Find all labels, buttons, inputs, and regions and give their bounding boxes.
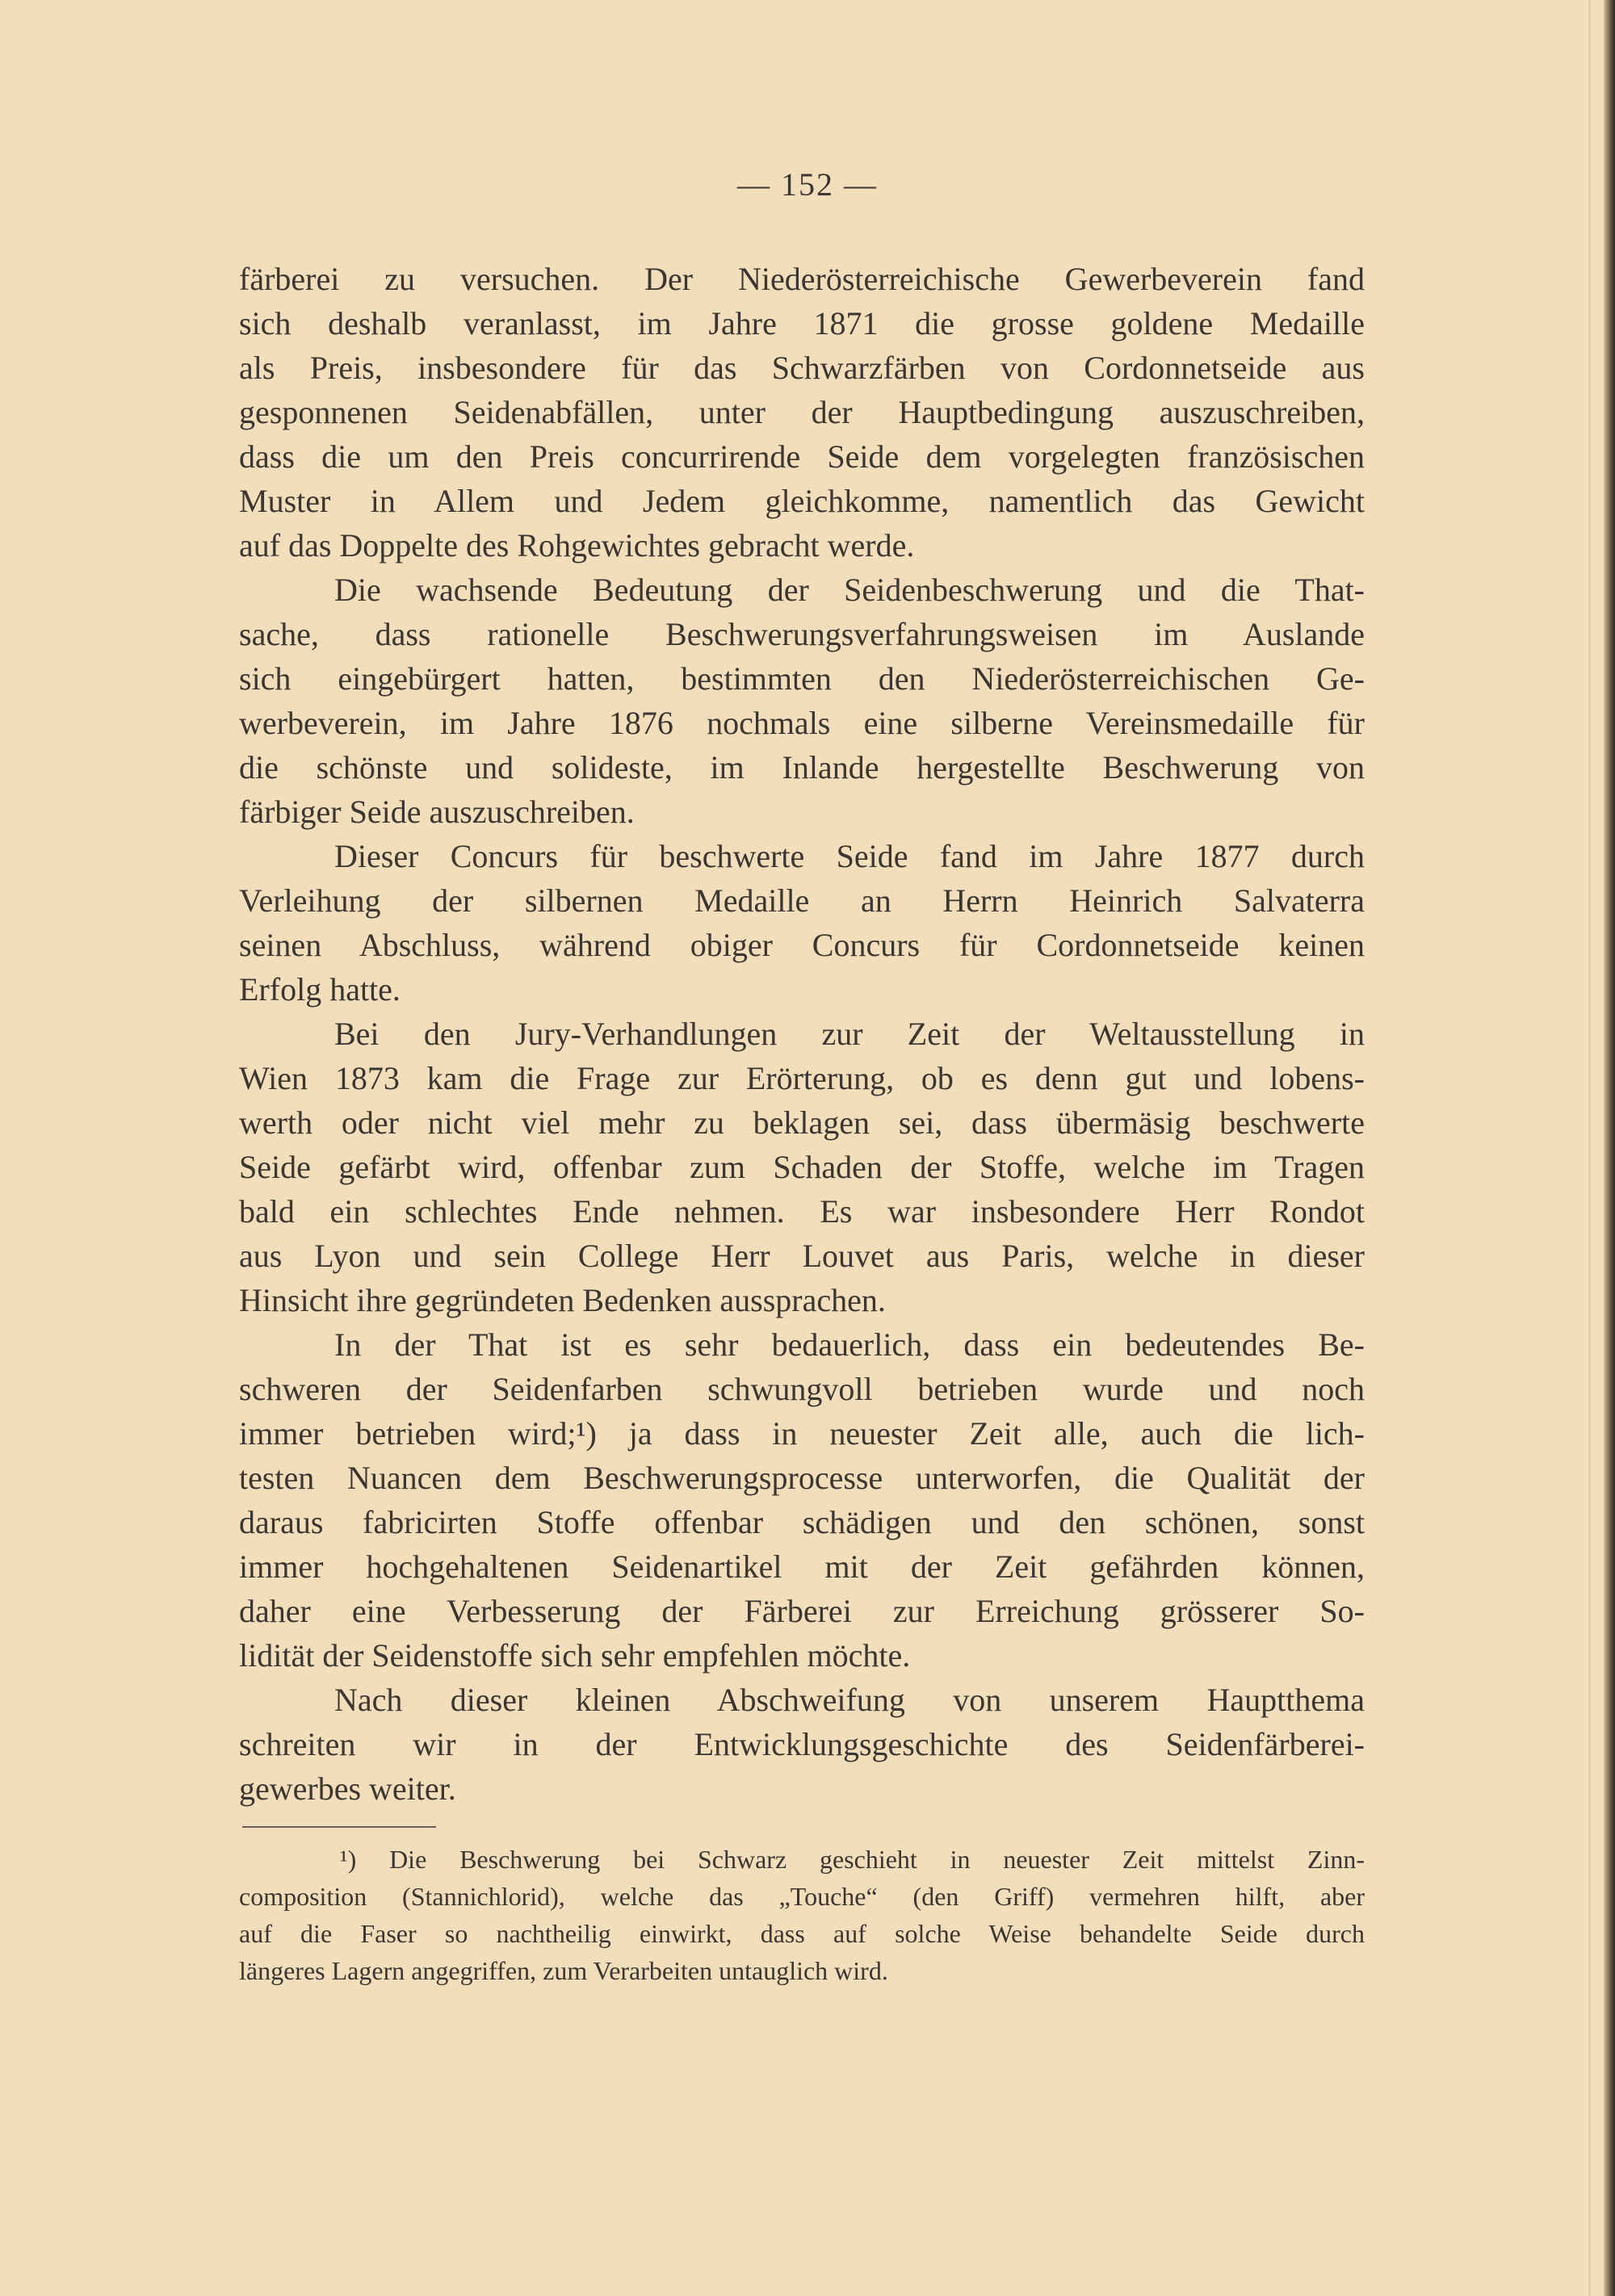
footnote-line: auf die Faser so nachtheilig einwirkt, dass auf solche Weise behandelte Seide durch [239,1919,1365,1948]
text-line: schweren der Seidenfarben schwungvoll betrieben wurde und noch [239,1371,1365,1407]
text-line: sache, dass rationelle Beschwerungsverfahrungsweisen im Auslande [239,616,1365,652]
text-line: sich deshalb veranlasst, im Jahre 1871 die grosse goldene Medaille [239,305,1365,341]
text-line: auf das Doppelte des Rohgewichtes gebracht werde. [239,527,915,564]
paragraph [239,1012,1365,1322]
text-line: als Preis, insbesondere für das Schwarzfärben von Cordonnetseide aus [239,350,1365,386]
text-line: schreiten wir in der Entwicklungsgeschichte des Seidenfärberei- [239,1726,1365,1762]
text-line: Bei den Jury-Verhandlungen zur Zeit der Weltausstellung in [334,1016,1365,1052]
text-line: werbeverein, im Jahre 1876 nochmals eine silberne Vereinsmedaille für [239,705,1365,741]
text-line: immer hochgehaltenen Seidenartikel mit der Zeit gefährden können, [239,1548,1365,1585]
text-line: Muster in Allem und Jedem gleichkomme, namentlich das Gewicht [239,483,1365,519]
text-line: sich eingebürgert hatten, bestimmten den Niederösterreichischen Ge- [239,660,1365,697]
text-line: bald ein schlechtes Ende nehmen. Es war insbesondere Herr Rondot [239,1193,1365,1230]
text-line: Nach dieser kleinen Abschweifung von unserem Hauptthema [334,1682,1365,1718]
text-line: werth oder nicht viel mehr zu beklagen sei, dass übermäsig beschwerte [239,1104,1365,1141]
footnote-line: composition (Stannichlorid), welche das „Touche“ (den Griff) vermehren hilft, aber [239,1882,1365,1911]
text-line: Hinsicht ihre gegründeten Bedenken aussprachen. [239,1282,886,1318]
text-line: lidität der Seidenstoffe sich sehr empfehlen möchte. [239,1637,911,1674]
body-text [239,257,1365,1811]
text-line: die schönste und solideste, im Inlande hergestellte Beschwerung von [239,749,1365,786]
paragraph [239,257,1365,568]
footnote [239,1841,1365,1989]
text-line: Wien 1873 kam die Frage zur Erörterung, ob es denn gut und lobens- [239,1060,1365,1096]
footnote-line: längeres Lagern angegriffen, zum Verarbeiten untauglich wird. [239,1956,888,1985]
paragraph [239,1322,1365,1678]
text-line: daher eine Verbesserung der Färberei zur Erreichung grösserer So- [239,1593,1365,1629]
text-line: daraus fabricirten Stoffe offenbar schädigen und den schönen, sonst [239,1504,1365,1540]
footnote-rule [242,1826,436,1828]
text-line: seinen Abschluss, während obiger Concurs für Cordonnetseide keinen [239,927,1365,963]
paragraph [239,568,1365,834]
page-edge [1604,0,1615,2296]
footnote-line: ¹) Die Beschwerung bei Schwarz geschieht in neuester Zeit mittelst Zinn- [340,1845,1365,1874]
paragraph [239,1678,1365,1811]
text-line: gesponnenen Seidenabfällen, unter der Hauptbedingung auszuschreiben, [239,394,1365,430]
text-line: gewerbes weiter. [239,1770,456,1807]
page-number: — 152 — [737,166,878,203]
text-line: färberei zu versuchen. Der Niederösterreichische Gewerbeverein fand [239,261,1365,297]
text-line: Verleihung der silbernen Medaille an Herrn Heinrich Salvaterra [239,882,1365,919]
text-line: aus Lyon und sein College Herr Louvet aus Paris, welche in dieser [239,1238,1365,1274]
text-line: immer betrieben wird;¹) ja dass in neuester Zeit alle, auch die lich- [239,1415,1365,1452]
text-line: Seide gefärbt wird, offenbar zum Schaden der Stoffe, welche im Tragen [239,1149,1365,1185]
text-line: Dieser Concurs für beschwerte Seide fand im Jahre 1877 durch [334,838,1365,874]
text-line: Erfolg hatte. [239,971,401,1008]
text-line: In der That ist es sehr bedauerlich, dass ein bedeutendes Be- [334,1326,1365,1363]
text-line: Die wachsende Bedeutung der Seidenbeschwerung und die That- [334,572,1365,608]
text-line: färbiger Seide auszuschreiben. [239,794,635,830]
text-line: testen Nuancen dem Beschwerungsprocesse unterworfen, die Qualität der [239,1460,1365,1496]
paragraph [239,834,1365,1012]
page-fold-line [1588,0,1591,2296]
text-line: dass die um den Preis concurrirende Seide dem vorgelegten französischen [239,438,1365,475]
